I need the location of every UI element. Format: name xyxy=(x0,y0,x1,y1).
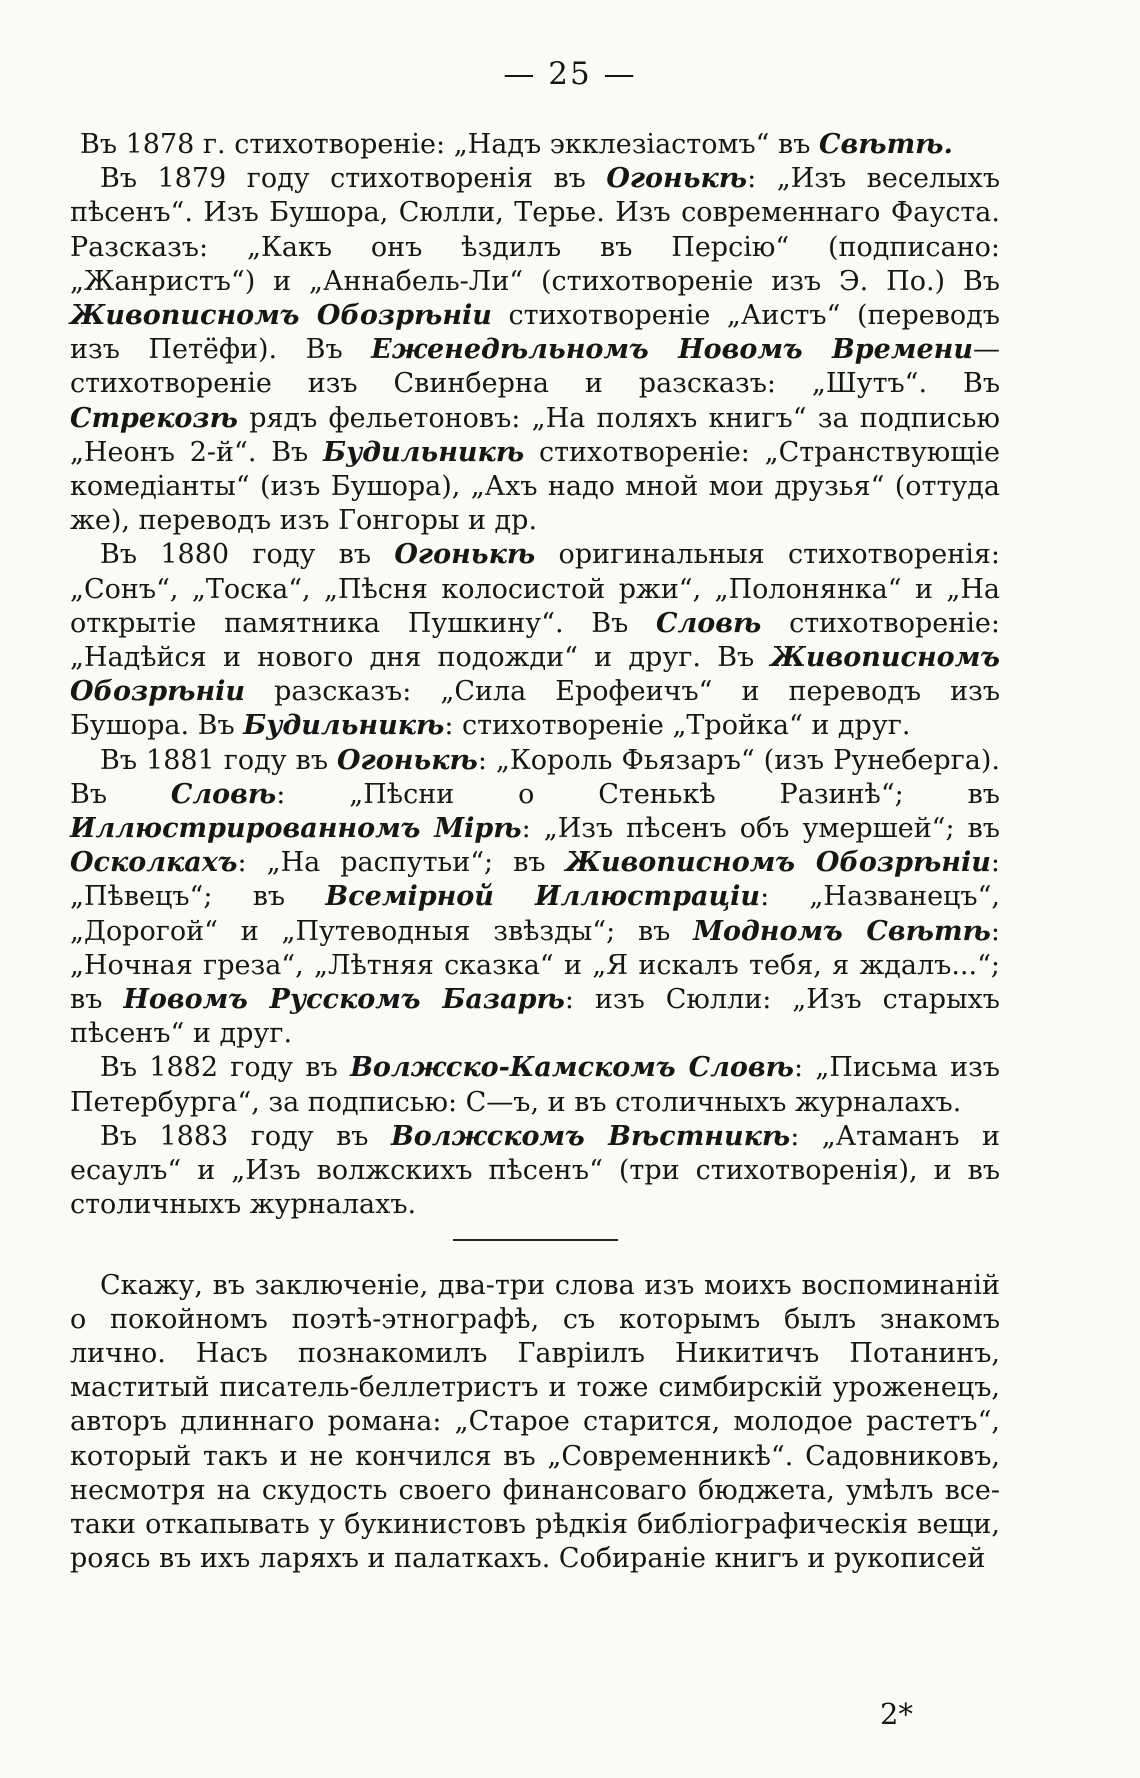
text-run: : „Атаманъ и есаулъ“ и „Изъ волжскихъ пѣсенъ“ (три стихотворенія), и въ столичныхъ журналахъ. xyxy=(70,1120,1000,1221)
text-run: : „Названецъ“, „Дорогой“ и „Путеводныя звѣзды“; въ xyxy=(70,881,1000,947)
italic-title: Иллюстрированномъ Мірѣ xyxy=(70,813,522,845)
section-divider xyxy=(453,1239,618,1241)
italic-title: Словѣ xyxy=(170,778,277,810)
paragraph-1882 xyxy=(70,1051,1000,1119)
text-run: : „Ночная греза“, „Лѣтняя сказка“ и „Я искалъ тебя, я ждалъ...“; въ xyxy=(70,915,1000,1016)
italic-title: Огонькѣ xyxy=(394,539,536,571)
text-run: разсказъ: „Сила Ерофеичъ“ и переводъ изъ Бушора. Въ xyxy=(70,676,1000,742)
text-run: оригинальныя стихотворенія: „Сонъ“, „Тоска“, „Пѣсня колосистой ржи“, „Полонянка“ и „На открытіе памятника Пушкину“. Въ xyxy=(70,539,1000,639)
text-run: Въ 1878 г. стихотвореніе: „Надъ экклезіастомъ“ въ xyxy=(80,129,820,160)
text-run: : „Изъ веселыхъ пѣсенъ“. Изъ Бушора, Сюлли, Терье. Изъ современнаго Фауста. Разсказъ: „Какъ онъ ѣздилъ въ Персію“ (подписано: „Жанристъ“) и „Аннабель-Ли“ (стихотвореніе изъ Э. По.) Въ xyxy=(70,163,1000,297)
paragraph-1878 xyxy=(70,128,1000,162)
text-run: Въ 1883 году въ xyxy=(100,1120,391,1152)
text-run: : „Пѣсни о Стенькѣ Разинѣ“; въ xyxy=(276,778,1000,810)
text-run: : „Король Фьязаръ“ (изъ Рунеберга). Въ xyxy=(70,744,1000,810)
italic-title: Будильникѣ xyxy=(323,436,525,468)
paragraph-1879 xyxy=(70,162,1000,538)
text-run: : стихотвореніе „Тройка“ и друг. xyxy=(444,710,911,742)
text-run: : „Изъ пѣсенъ объ умершей“; въ xyxy=(521,813,1000,845)
paragraph-1880 xyxy=(70,538,1000,743)
text-run: стихотвореніе „Аистъ“ (переводъ изъ Петёфи). Въ xyxy=(70,300,1000,366)
paragraph-memoir xyxy=(70,1269,1000,1577)
text-run: стихотвореніе: „Надѣйся и нового дня подожди“ и друг. Въ xyxy=(70,607,1000,674)
text-run: : „На распутьи“; въ xyxy=(237,847,566,879)
italic-title: Живописномъ Обозрѣніи xyxy=(70,300,492,332)
italic-title: Словѣ xyxy=(656,607,762,639)
paragraph-1883 xyxy=(70,1120,1000,1223)
italic-title: Будильникѣ xyxy=(243,710,445,742)
italic-title: Живописномъ Обозрѣніи xyxy=(565,847,991,879)
text-run: : изъ Сюлли: „Изъ старыхъ пѣсенъ“ и друг. xyxy=(70,984,1000,1050)
paragraph-1881 xyxy=(70,744,1000,1052)
text-run: стихотвореніе: „Странствующіе комедіанты“ (изъ Бушора), „Ахъ надо мной мои друзья“ (оттуда же), переводъ изъ Гонгоры и др. xyxy=(70,436,1000,537)
text-run: рядъ фельетоновъ: „На поляхъ книгъ“ за подписью „Неонъ 2-й“. Въ xyxy=(70,402,1000,468)
italic-title: Живописномъ Обозрѣніи xyxy=(70,642,1000,708)
text-run: Въ 1881 году въ xyxy=(100,744,337,776)
italic-title: Стрекозѣ xyxy=(70,402,238,434)
italic-title: Волжско-Камскомъ Словѣ xyxy=(350,1052,795,1084)
italic-title: Волжскомъ Вѣстникѣ xyxy=(390,1120,791,1152)
body-text xyxy=(70,128,1000,1576)
italic-title: Всемірной Иллюстраціи xyxy=(325,881,761,913)
italic-title: Огонькѣ xyxy=(337,744,478,776)
page-number: — 25 — xyxy=(503,56,637,92)
text-run: Скажу, въ заключеніе, два-три слова изъ моихъ воспоминаній о покойномъ поэтѣ-этнографѣ, съ которымъ былъ знакомъ лично. Насъ познакомилъ Гавріилъ Никитичъ Потанинъ, маститый писатель-беллетристъ и тоже симбирскій уроженецъ, авторъ длиннаго романа: „Старое старится, молодое растетъ“, который такъ и не кончился въ „Современникѣ“. Садовниковъ, несмотря на скудость своего финансоваго бюджета, умѣлъ все-таки откапывать у букинистовъ рѣдкія библіографическія вещи, роясь въ ихъ ларяхъ и палаткахъ. Собираніе книгъ и рукописей xyxy=(70,1269,1000,1575)
text-run: Въ 1879 году стихотворенія въ xyxy=(100,163,607,195)
signature-mark: 2* xyxy=(880,1697,913,1731)
italic-title: Еженедѣльномъ Новомъ Времени xyxy=(371,334,973,366)
text-run: Въ 1880 году въ xyxy=(100,539,395,571)
italic-title: Осколкахъ xyxy=(70,847,238,879)
text-run: : „Пѣвецъ“; въ xyxy=(70,847,1000,913)
text-run: —стихотвореніе изъ Свинберна и разсказъ: „Шутъ“. Въ xyxy=(70,334,1000,400)
italic-title: Свѣтѣ. xyxy=(819,129,953,160)
text-run: Въ 1882 году въ xyxy=(100,1052,351,1084)
italic-title: Модномъ Свѣтѣ xyxy=(693,915,991,947)
italic-title: Новомъ Русскомъ Базарѣ xyxy=(123,984,565,1016)
text-run: : „Письма изъ Петербурга“, за подписью: С—ъ, и въ столичныхъ журналахъ. xyxy=(70,1052,1000,1118)
italic-title: Огонькѣ xyxy=(606,163,748,195)
